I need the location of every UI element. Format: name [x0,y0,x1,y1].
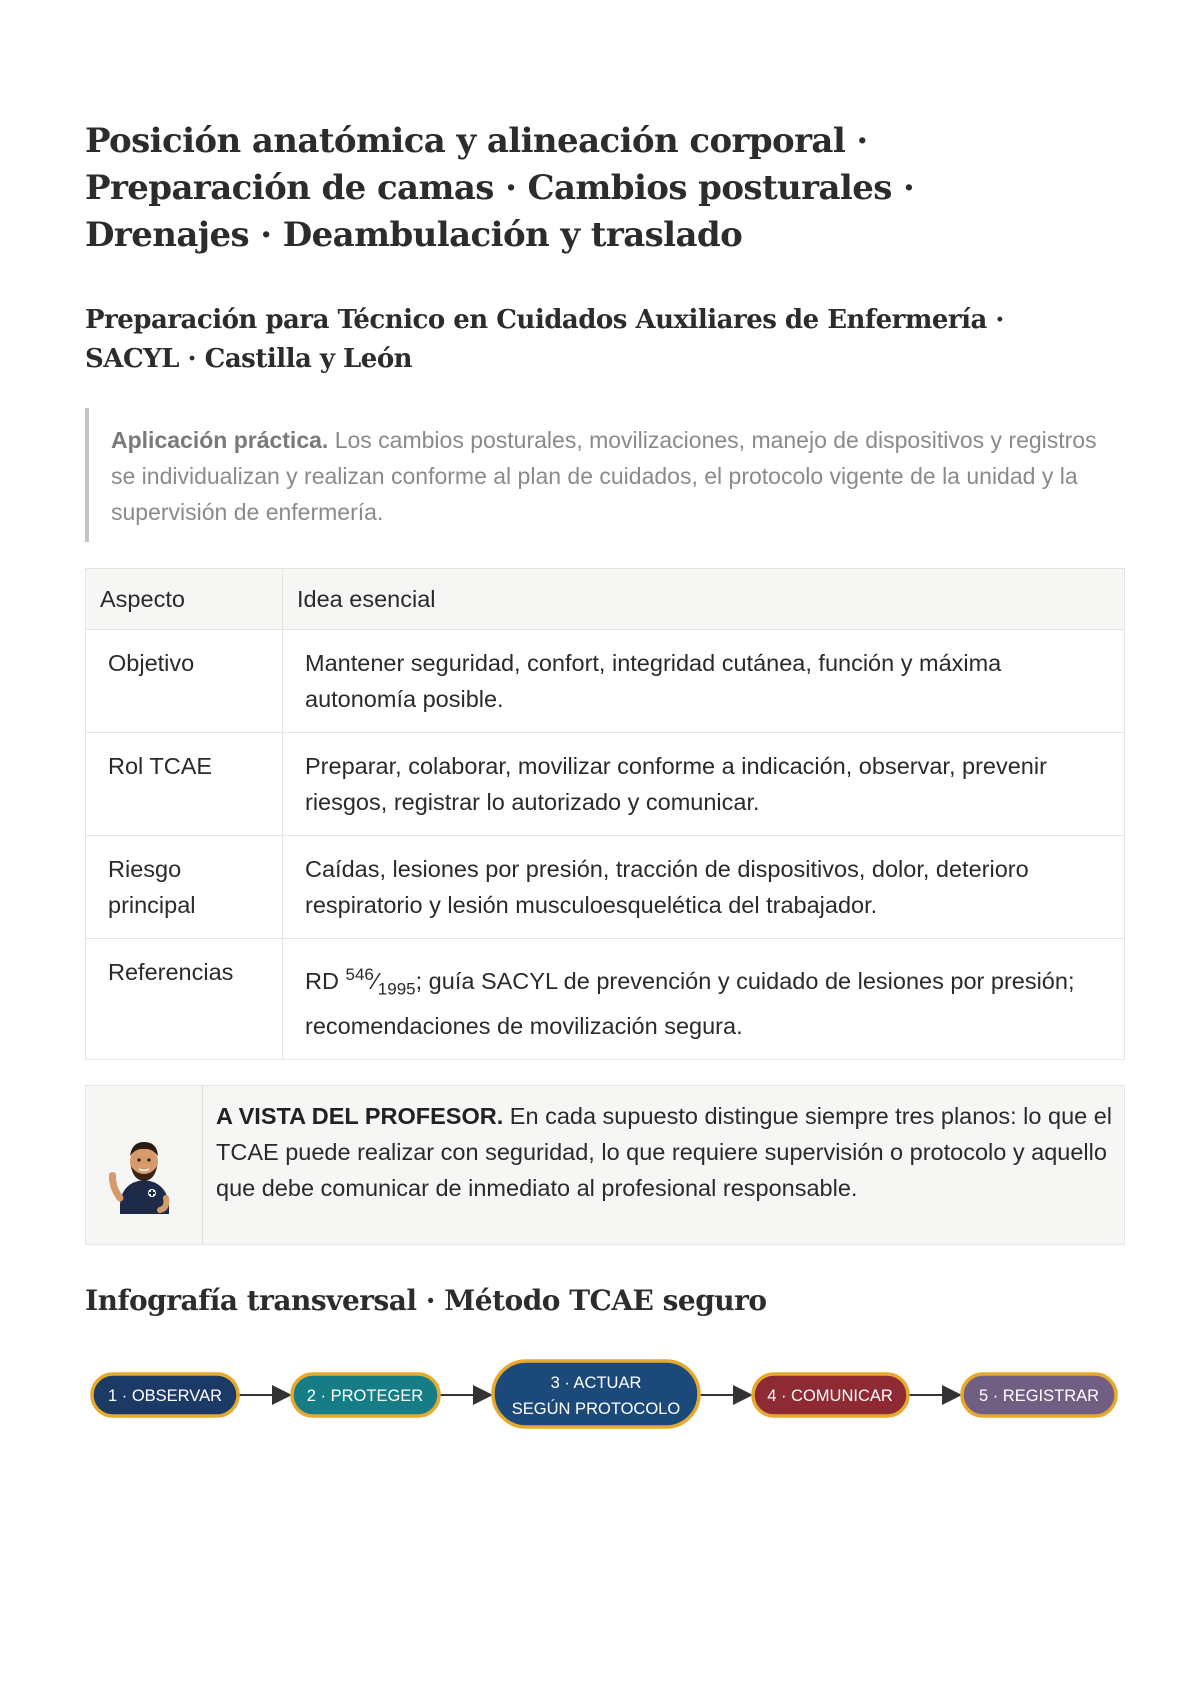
step-3-label-line1: 3 · ACTUAR [550,1374,642,1392]
callout-text: Los cambios posturales, movilizaciones, manejo de dispositivos y registros se individualizan y realizan conforme al plan de cuidados, el protocolo vigente de la unidad y la supervisión de enfermería. [111,427,1097,525]
reference-fraction-denominator: 1995 [377,979,416,999]
teacher-note-body: En cada supuesto distingue siempre tres planos: lo que el TCAE puede realizar con seguridad, lo que requiere supervisión o protocolo y aquello que debe comunicar de inmediato al profesional responsable. [216,1103,1113,1201]
table-header-idea: Idea esencial [283,569,1125,630]
practical-application-callout [85,408,1125,542]
teacher-note-box [85,1085,1125,1245]
page-subtitle: Preparación para Técnico en Cuidados Auxiliares de Enfermería · SACYL · Castilla y León [85,305,1004,374]
table-header-row [86,569,1125,630]
reference-suffix: ; guía SACYL de prevención y cuidado de lesiones por presión; recomendaciones de movilización segura. [305,967,1075,1039]
table-cell-aspect: Referencias [86,939,283,1060]
table-cell-idea: Mantener seguridad, confort, integridad cutánea, función y máxima autonomía posible. [283,630,1125,733]
step-1-label: 1 · OBSERVAR [107,1387,223,1405]
table-row [86,630,1125,733]
teacher-note-text [216,1098,1116,1206]
table-cell-idea: Preparar, colaborar, movilizar conforme a indicación, observar, prevenir riesgos, registrar lo autorizado y comunicar. [283,733,1125,836]
step-3-label-line2: SEGÚN PROTOCOLO [511,1400,681,1418]
table-cell-aspect: Objetivo [86,630,283,733]
step-4-label: 4 · COMUNICAR [767,1387,893,1405]
page-title: Posición anatómica y alineación corporal · Preparación de camas · Cambios posturales · Drenajes · Deambulación y traslado [85,121,915,255]
table-cell-idea: Caídas, lesiones por presión, tracción de dispositivos, dolor, deterioro respiratorio y lesión musculoesquelética del trabajador. [283,836,1125,939]
safe-method-flow [85,1355,1125,1435]
table-row [86,836,1125,939]
fraction-slash: ⁄ [373,967,378,994]
step-5-label: 5 · REGISTRAR [978,1387,1100,1405]
table-row [86,939,1125,1060]
teacher-avatar-cell [86,1086,203,1244]
teacher-avatar [86,1086,202,1244]
table-cell-aspect: Riesgo principal [86,836,283,939]
table-header-aspect: Aspecto [86,569,283,630]
reference-fraction-numerator: 546 [345,965,374,984]
table-cell-idea [283,939,1125,1060]
reference-prefix: RD [305,967,346,994]
divider [85,1059,1125,1060]
callout-lead: Aplicación práctica. [111,427,329,453]
table-cell-aspect: Rol TCAE [86,733,283,836]
teacher-note-lead: A VISTA DEL PROFESOR. [216,1103,504,1129]
aspects-table [85,568,1125,1060]
flow-diagram [85,1355,1125,1435]
step-2-label: 2 · PROTEGER [306,1387,424,1405]
infographic-title: Infografía transversal · Método TCAE seguro [85,1284,767,1317]
table-row [86,733,1125,836]
